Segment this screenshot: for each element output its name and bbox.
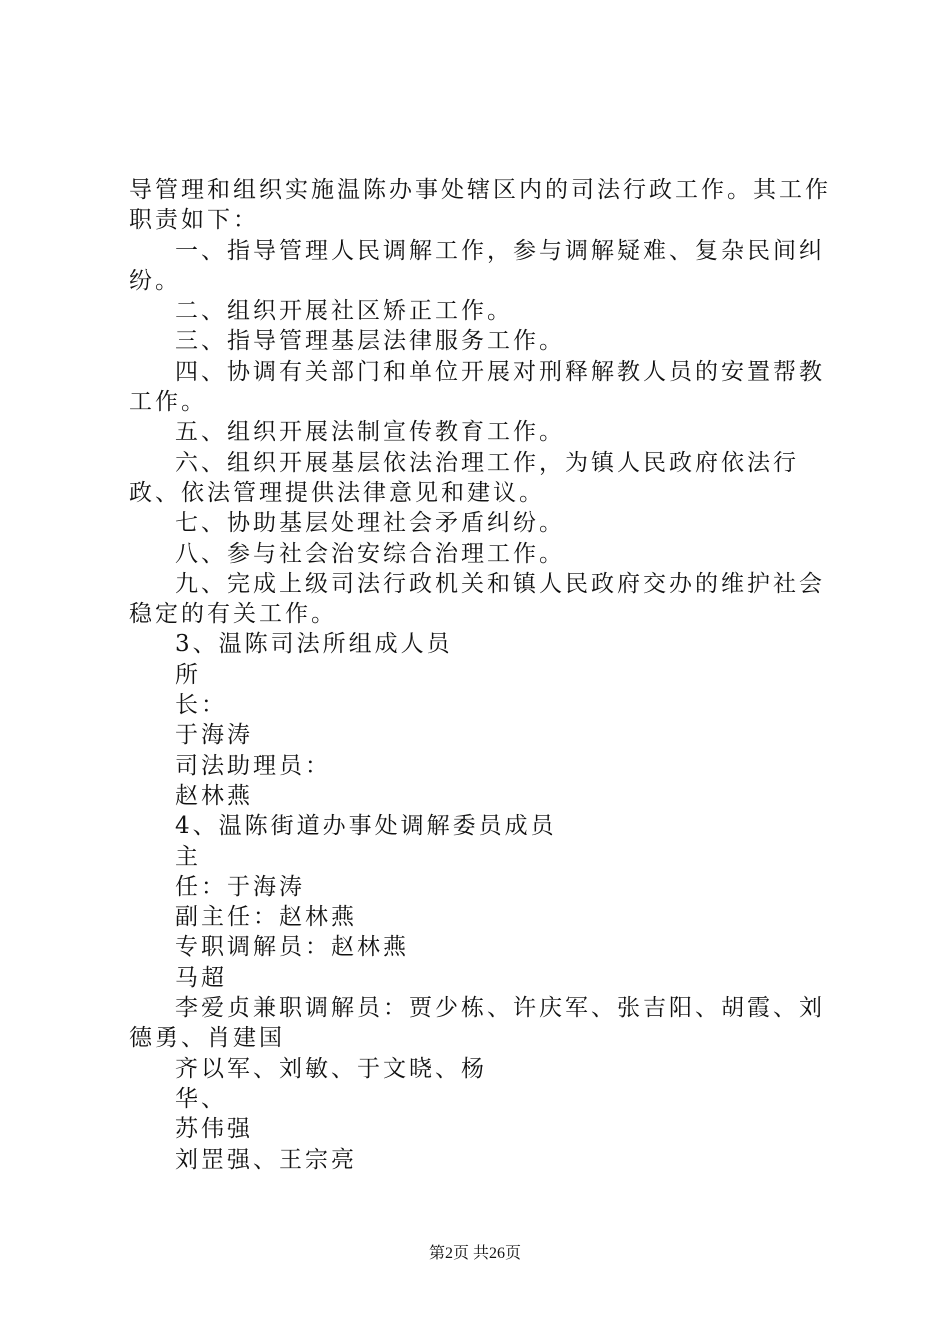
paragraph: 九、完成上级司法行政机关和镇人民政府交办的维护社会稳定的有关工作。 <box>129 570 825 628</box>
paragraph: 马超 <box>175 964 227 991</box>
paragraph: 赵林燕 <box>175 782 253 809</box>
paragraph: 齐以军、刘敏、于文晓、杨 <box>175 1055 487 1082</box>
paragraph: 司法助理员： <box>175 752 331 779</box>
page-footer: 第2页 共26页 <box>428 1245 521 1262</box>
paragraph: 一、指导管理人民调解工作，参与调解疑难、复杂民间纠纷。 <box>129 237 825 294</box>
paragraph: 刘罡强、王宗亮 <box>175 1146 357 1173</box>
paragraph: 所 <box>175 661 201 688</box>
section-heading: 4、温陈街道办事处调解委员成员 <box>175 813 557 840</box>
paragraph: 长： <box>175 692 227 719</box>
paragraph: 五、组织开展法制宣传教育工作。 <box>175 419 565 446</box>
paragraph: 任：于海涛 <box>175 873 305 900</box>
document-body <box>129 175 849 1175</box>
paragraph: 于海涛 <box>175 722 253 749</box>
paragraph: 导管理和组织实施温陈办事处辖区内的司法行政工作。其工作职责如下： <box>129 177 831 234</box>
paragraph: 三、指导管理基层法律服务工作。 <box>175 328 565 355</box>
paragraph: 四、协调有关部门和单位开展对刑释解教人员的安置帮教工作。 <box>129 358 825 416</box>
paragraph: 华、 <box>175 1085 227 1112</box>
paragraph: 主 <box>175 843 201 870</box>
paragraph: 二、组织开展社区矫正工作。 <box>175 298 513 325</box>
paragraph: 八、参与社会治安综合治理工作。 <box>175 540 565 567</box>
paragraph: 七、协助基层处理社会矛盾纠纷。 <box>175 510 565 537</box>
section-heading: 3、温陈司法所组成人员 <box>175 631 453 658</box>
paragraph: 六、组织开展基层依法治理工作，为镇人民政府依法行政、依法管理提供法律意见和建议。 <box>129 449 799 506</box>
paragraph: 苏伟强 <box>175 1116 253 1143</box>
paragraph: 副主任：赵林燕 <box>175 904 357 931</box>
paragraph: 专职调解员：赵林燕 <box>175 934 409 961</box>
paragraph: 李爱贞兼职调解员：贾少栋、许庆军、张吉阳、胡霞、刘德勇、肖建国 <box>129 995 825 1052</box>
